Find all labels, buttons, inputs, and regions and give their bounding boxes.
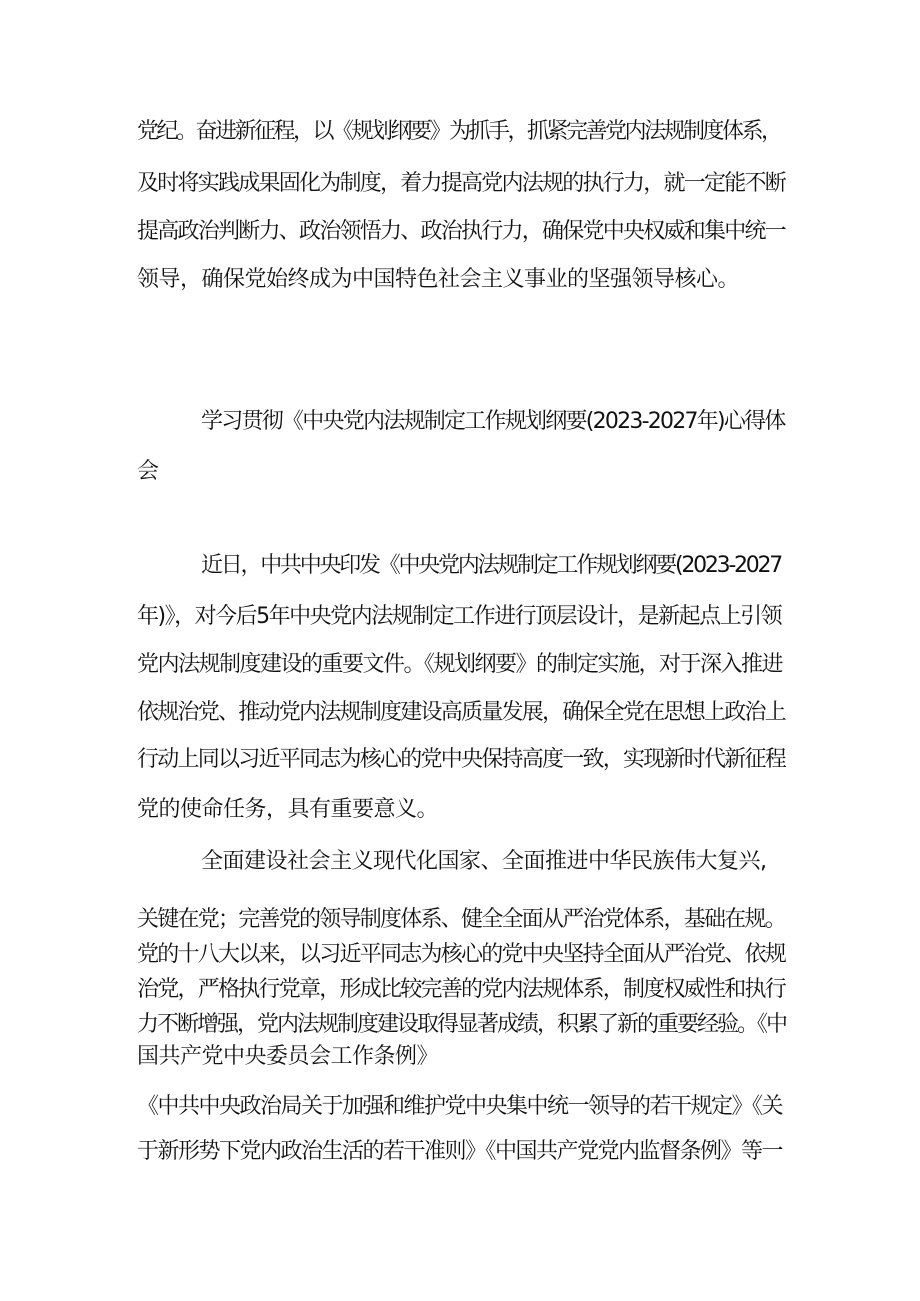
text-line: 依规治党、推动党内法规制度建设高质量发展，确保全党在思想上政治上 — [137, 700, 786, 725]
text-line: 全面建设社会主义现代化国家、全面推进中华民族伟大复兴, — [201, 849, 767, 874]
text-line: 近日，中共中央印发《中央党内法规制定工作规划纲要(2023-2027 — [201, 553, 781, 578]
text-line: 治党，严格执行党章，形成比较完善的党内法规体系，制度权威性和执行 — [137, 977, 786, 1002]
text-line: 党的十八大以来，以习近平同志为核心的党中央坚持全面从严治党、依规 — [137, 942, 786, 967]
text-line: 党内法规制度建设的重要文件。《规划纲要》的制定实施，对于深入推进 — [137, 652, 783, 677]
article-title: 学习贯彻《中央党内法规制定工作规划纲要(2023-2027年)心得体 — [201, 409, 785, 434]
text-line: 于新形势下党内政治生活的若干准则》《中国共产党党内监督条例》等一 — [137, 1139, 783, 1164]
text-line: 国共产党中央委员会工作条例》 — [137, 1044, 439, 1069]
text-line: 年)》，对今后5年中央党内法规制定工作进行顶层设计，是新起点上引领 — [137, 604, 782, 629]
text-line: 党的使命任务，具有重要意义。 — [137, 797, 439, 822]
article-title-continued: 会 — [137, 459, 159, 484]
text-line: 提高政治判断力、政治领悟力、政治执行力，确保党中央权威和集中统一 — [137, 219, 786, 244]
text-line: 《中共中央政治局关于加强和维护党中央集中统一领导的若干规定》《关 — [137, 1094, 783, 1119]
text-line: 党纪。奋进新征程，以《规划纲要》为抓手，抓紧完善党内法规制度体系， — [137, 119, 781, 144]
text-line: 行动上同以习近平同志为核心的党中央保持高度一致，实现新时代新征程 — [137, 747, 786, 772]
text-line: 关键在党；完善党的领导制度体系、健全全面从严治党体系，基础在规。 — [137, 907, 786, 932]
text-line: 力不断增强，党内法规制度建设取得显著成绩，积累了新的重要经验。《中 — [137, 1012, 787, 1037]
text-line: 领导，确保党始终成为中国特色社会主义事业的坚强领导核心。 — [137, 267, 740, 292]
text-line: 及时将实践成果固化为制度，着力提高党内法规的执行力，就一定能不断 — [137, 171, 786, 196]
